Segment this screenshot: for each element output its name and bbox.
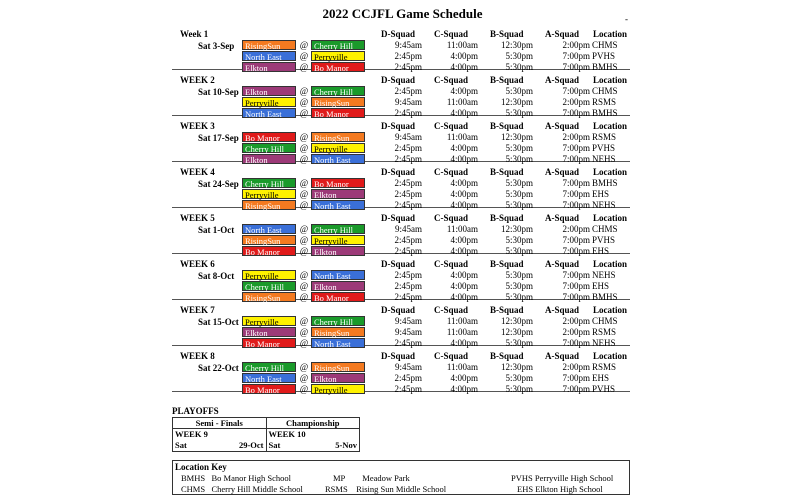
championship-date-cell	[267, 440, 360, 451]
header-c-squad: C-Squad	[434, 75, 469, 85]
a-squad-time: 7:00pm	[562, 270, 590, 280]
away-team: North East	[311, 270, 365, 280]
game-row	[172, 327, 630, 337]
header-location: Location	[593, 75, 628, 85]
header-d-squad: D-Squad	[381, 75, 416, 85]
at-symbol: @	[299, 189, 309, 199]
header-location: Location	[593, 167, 628, 177]
week-block	[172, 254, 630, 303]
key-item-bmhs: BMHS Bo Manor High School	[181, 473, 292, 483]
playoffs-section	[172, 406, 360, 452]
at-symbol: @	[299, 235, 309, 245]
game-date: Sat 10-Sep	[198, 87, 239, 97]
home-team: Bo Manor	[242, 338, 296, 348]
a-squad-time: 7:00pm	[562, 51, 590, 61]
header-a-squad: A-Squad	[545, 305, 580, 315]
home-team: North East	[242, 224, 296, 234]
semi-finals-date: 29-Oct	[238, 440, 264, 450]
header-location: Location	[593, 121, 628, 131]
home-team: Elkton	[242, 86, 296, 96]
game-row	[172, 224, 630, 234]
c-squad-time: 4:00pm	[450, 200, 478, 210]
key-item-mp: MP Meadow Park	[333, 473, 410, 483]
semi-finals-day: Sat	[175, 440, 187, 450]
d-squad-time: 2:45pm	[394, 235, 422, 245]
week-label: WEEK 8	[180, 351, 215, 361]
d-squad-time: 2:45pm	[394, 108, 422, 118]
game-location: RSMS	[592, 362, 617, 372]
a-squad-time: 7:00pm	[562, 154, 590, 164]
header-c-squad: C-Squad	[434, 351, 469, 361]
header-c-squad: C-Squad	[434, 29, 469, 39]
home-team: North East	[242, 108, 296, 118]
header-d-squad: D-Squad	[381, 29, 416, 39]
away-team: Cherry Hill	[311, 316, 365, 326]
d-squad-time: 2:45pm	[394, 86, 422, 96]
d-squad-time: 2:45pm	[394, 246, 422, 256]
at-symbol: @	[299, 292, 309, 302]
game-location: RSMS	[592, 327, 617, 337]
game-location: RSMS	[592, 132, 617, 142]
home-team: Elkton	[242, 62, 296, 72]
header-b-squad: B-Squad	[490, 75, 524, 85]
playoffs-title: PLAYOFFS	[172, 406, 219, 416]
a-squad-time: 7:00pm	[562, 373, 590, 383]
header-c-squad: C-Squad	[434, 213, 469, 223]
c-squad-time: 4:00pm	[450, 373, 478, 383]
week-label: WEEK 3	[180, 121, 215, 131]
away-team: RisingSun	[311, 132, 365, 142]
semi-finals-week: WEEK 9	[173, 429, 267, 440]
game-location: BMHS	[592, 178, 618, 188]
game-location: BMHS	[592, 108, 618, 118]
championship-header: Championship	[267, 418, 360, 429]
away-team: Elkton	[311, 281, 365, 291]
a-squad-time: 7:00pm	[562, 108, 590, 118]
c-squad-time: 11:00am	[446, 224, 478, 234]
week-label: WEEK 2	[180, 75, 215, 85]
game-row	[172, 270, 630, 280]
at-symbol: @	[299, 316, 309, 326]
game-row	[172, 178, 630, 188]
header-c-squad: C-Squad	[434, 121, 469, 131]
a-squad-time: 7:00pm	[562, 86, 590, 96]
c-squad-time: 4:00pm	[450, 154, 478, 164]
c-squad-time: 4:00pm	[450, 292, 478, 302]
home-team: Perryville	[242, 316, 296, 326]
c-squad-time: 4:00pm	[450, 86, 478, 96]
b-squad-time: 5:30pm	[505, 246, 533, 256]
c-squad-time: 11:00am	[446, 316, 478, 326]
game-location: BMHS	[592, 62, 618, 72]
away-team: Bo Manor	[311, 292, 365, 302]
header-a-squad: A-Squad	[545, 259, 580, 269]
home-team: Perryville	[242, 189, 296, 199]
b-squad-time: 12:30pm	[500, 362, 533, 372]
away-team: North East	[311, 200, 365, 210]
a-squad-time: 2:00pm	[562, 316, 590, 326]
d-squad-time: 2:45pm	[394, 292, 422, 302]
away-team: Cherry Hill	[311, 86, 365, 96]
d-squad-time: 2:45pm	[394, 281, 422, 291]
week-label: WEEK 4	[180, 167, 215, 177]
away-team: North East	[311, 338, 365, 348]
away-team: Bo Manor	[311, 62, 365, 72]
week-label: WEEK 5	[180, 213, 215, 223]
a-squad-time: 7:00pm	[562, 200, 590, 210]
home-team: Bo Manor	[242, 246, 296, 256]
d-squad-time: 2:45pm	[394, 338, 422, 348]
b-squad-time: 5:30pm	[505, 154, 533, 164]
away-team: Perryville	[311, 235, 365, 245]
away-team: Elkton	[311, 246, 365, 256]
header-d-squad: D-Squad	[381, 213, 416, 223]
at-symbol: @	[299, 178, 309, 188]
header-location: Location	[593, 213, 628, 223]
home-team: Cherry Hill	[242, 143, 296, 153]
game-row	[172, 40, 630, 50]
game-row	[172, 235, 630, 245]
b-squad-time: 12:30pm	[500, 132, 533, 142]
a-squad-time: 7:00pm	[562, 384, 590, 394]
d-squad-time: 2:45pm	[394, 200, 422, 210]
game-location: CHMS	[592, 224, 618, 234]
game-date: Sat 22-Oct	[198, 363, 239, 373]
d-squad-time: 2:45pm	[394, 373, 422, 383]
home-team: Cherry Hill	[242, 281, 296, 291]
away-team: Perryville	[311, 384, 365, 394]
d-squad-time: 2:45pm	[394, 154, 422, 164]
game-location: PVHS	[592, 51, 616, 61]
week-block	[172, 208, 630, 257]
game-location: NEHS	[592, 154, 616, 164]
at-symbol: @	[299, 51, 309, 61]
home-team: Perryville	[242, 270, 296, 280]
b-squad-time: 12:30pm	[500, 40, 533, 50]
week-block	[172, 346, 630, 395]
game-location: PVHS	[592, 143, 616, 153]
at-symbol: @	[299, 338, 309, 348]
b-squad-time: 5:30pm	[505, 292, 533, 302]
game-row	[172, 132, 630, 142]
c-squad-time: 4:00pm	[450, 338, 478, 348]
b-squad-time: 5:30pm	[505, 281, 533, 291]
d-squad-time: 2:45pm	[394, 384, 422, 394]
b-squad-time: 12:30pm	[500, 327, 533, 337]
d-squad-time: 9:45am	[395, 97, 422, 107]
game-row	[172, 281, 630, 291]
game-date: Sat 1-Oct	[198, 225, 235, 235]
stray-mark: -	[625, 14, 628, 24]
game-location: CHMS	[592, 316, 618, 326]
home-team: Perryville	[242, 97, 296, 107]
header-a-squad: A-Squad	[545, 29, 580, 39]
header-c-squad: C-Squad	[434, 259, 469, 269]
a-squad-time: 2:00pm	[562, 362, 590, 372]
b-squad-time: 5:30pm	[505, 235, 533, 245]
a-squad-time: 7:00pm	[562, 246, 590, 256]
a-squad-time: 7:00pm	[562, 189, 590, 199]
week-label: WEEK 7	[180, 305, 215, 315]
d-squad-time: 2:45pm	[394, 62, 422, 72]
at-symbol: @	[299, 132, 309, 142]
header-location: Location	[593, 29, 628, 39]
game-location: EHS	[592, 373, 610, 383]
away-team: Cherry Hill	[311, 224, 365, 234]
b-squad-time: 5:30pm	[505, 200, 533, 210]
home-team: Elkton	[242, 154, 296, 164]
header-c-squad: C-Squad	[434, 167, 469, 177]
header-a-squad: A-Squad	[545, 75, 580, 85]
header-c-squad: C-Squad	[434, 305, 469, 315]
d-squad-time: 9:45am	[395, 316, 422, 326]
home-team: North East	[242, 373, 296, 383]
semi-finals-date-cell	[173, 440, 267, 451]
header-b-squad: B-Squad	[490, 305, 524, 315]
c-squad-time: 4:00pm	[450, 246, 478, 256]
b-squad-time: 12:30pm	[500, 97, 533, 107]
game-row	[172, 373, 630, 383]
home-team: RisingSun	[242, 292, 296, 302]
at-symbol: @	[299, 40, 309, 50]
c-squad-time: 4:00pm	[450, 108, 478, 118]
b-squad-time: 5:30pm	[505, 373, 533, 383]
game-location: NEHS	[592, 270, 616, 280]
game-date: Sat 17-Sep	[198, 133, 239, 143]
game-row	[172, 51, 630, 61]
at-symbol: @	[299, 246, 309, 256]
week-block	[172, 162, 630, 211]
d-squad-time: 2:45pm	[394, 178, 422, 188]
home-team: Bo Manor	[242, 384, 296, 394]
header-a-squad: A-Squad	[545, 213, 580, 223]
b-squad-time: 5:30pm	[505, 143, 533, 153]
c-squad-time: 4:00pm	[450, 62, 478, 72]
game-row	[172, 384, 630, 394]
game-date: Sat 15-Oct	[198, 317, 239, 327]
game-location: PVHS	[592, 384, 616, 394]
c-squad-time: 4:00pm	[450, 235, 478, 245]
c-squad-time: 11:00am	[446, 40, 478, 50]
championship-date: 5-Nov	[335, 440, 357, 450]
game-row	[172, 362, 630, 372]
header-location: Location	[593, 351, 628, 361]
a-squad-time: 7:00pm	[562, 338, 590, 348]
game-location: PVHS	[592, 235, 616, 245]
b-squad-time: 5:30pm	[505, 338, 533, 348]
game-location: EHS	[592, 281, 610, 291]
a-squad-time: 7:00pm	[562, 178, 590, 188]
header-b-squad: B-Squad	[490, 259, 524, 269]
header-location: Location	[593, 305, 628, 315]
header-a-squad: A-Squad	[545, 167, 580, 177]
game-location: CHMS	[592, 86, 618, 96]
a-squad-time: 2:00pm	[562, 224, 590, 234]
game-row	[172, 86, 630, 96]
c-squad-time: 11:00am	[446, 362, 478, 372]
away-team: RisingSun	[311, 97, 365, 107]
d-squad-time: 9:45am	[395, 224, 422, 234]
game-location: NEHS	[592, 338, 616, 348]
b-squad-time: 5:30pm	[505, 51, 533, 61]
at-symbol: @	[299, 224, 309, 234]
header-b-squad: B-Squad	[490, 351, 524, 361]
a-squad-time: 7:00pm	[562, 62, 590, 72]
b-squad-time: 5:30pm	[505, 108, 533, 118]
game-location: RSMS	[592, 97, 617, 107]
at-symbol: @	[299, 373, 309, 383]
header-location: Location	[593, 259, 628, 269]
c-squad-time: 4:00pm	[450, 270, 478, 280]
a-squad-time: 7:00pm	[562, 281, 590, 291]
b-squad-time: 5:30pm	[505, 62, 533, 72]
header-d-squad: D-Squad	[381, 167, 416, 177]
a-squad-time: 7:00pm	[562, 235, 590, 245]
game-location: EHS	[592, 189, 610, 199]
game-date: Sat 24-Sep	[198, 179, 239, 189]
at-symbol: @	[299, 362, 309, 372]
a-squad-time: 7:00pm	[562, 143, 590, 153]
away-team: Bo Manor	[311, 108, 365, 118]
d-squad-time: 9:45am	[395, 40, 422, 50]
header-d-squad: D-Squad	[381, 351, 416, 361]
b-squad-time: 12:30pm	[500, 316, 533, 326]
a-squad-time: 2:00pm	[562, 97, 590, 107]
championship-week: WEEK 10	[268, 429, 306, 439]
location-key-title: Location Key	[175, 462, 227, 472]
d-squad-time: 9:45am	[395, 362, 422, 372]
at-symbol: @	[299, 108, 309, 118]
game-location: BMHS	[592, 292, 618, 302]
away-team: Bo Manor	[311, 178, 365, 188]
location-key	[172, 460, 630, 495]
at-symbol: @	[299, 154, 309, 164]
at-symbol: @	[299, 281, 309, 291]
week-block	[172, 116, 630, 165]
header-b-squad: B-Squad	[490, 29, 524, 39]
d-squad-time: 2:45pm	[394, 143, 422, 153]
header-d-squad: D-Squad	[381, 121, 416, 131]
home-team: Bo Manor	[242, 132, 296, 142]
key-item-chms: CHMS Cherry Hill Middle School	[181, 484, 303, 494]
away-team: Perryville	[311, 143, 365, 153]
away-team: North East	[311, 154, 365, 164]
home-team: RisingSun	[242, 40, 296, 50]
game-date: Sat 8-Oct	[198, 271, 235, 281]
game-row	[172, 316, 630, 326]
away-team: Cherry Hill	[311, 40, 365, 50]
at-symbol: @	[299, 143, 309, 153]
b-squad-time: 5:30pm	[505, 384, 533, 394]
at-symbol: @	[299, 327, 309, 337]
at-symbol: @	[299, 97, 309, 107]
a-squad-time: 7:00pm	[562, 292, 590, 302]
d-squad-time: 2:45pm	[394, 189, 422, 199]
home-team: Cherry Hill	[242, 362, 296, 372]
d-squad-time: 2:45pm	[394, 270, 422, 280]
home-team: Elkton	[242, 327, 296, 337]
playoffs-table	[172, 417, 360, 452]
week-block	[172, 70, 630, 119]
home-team: Cherry Hill	[242, 178, 296, 188]
week-label: WEEK 6	[180, 259, 215, 269]
a-squad-time: 2:00pm	[562, 327, 590, 337]
a-squad-time: 2:00pm	[562, 132, 590, 142]
b-squad-time: 5:30pm	[505, 270, 533, 280]
away-team: RisingSun	[311, 362, 365, 372]
c-squad-time: 4:00pm	[450, 51, 478, 61]
key-item-pvhs: PVHS Perryville High School	[511, 473, 614, 483]
b-squad-time: 5:30pm	[505, 86, 533, 96]
c-squad-time: 4:00pm	[450, 143, 478, 153]
b-squad-time: 5:30pm	[505, 189, 533, 199]
schedule-table	[172, 24, 630, 395]
game-location: EHS	[592, 246, 610, 256]
header-b-squad: B-Squad	[490, 167, 524, 177]
away-team: Perryville	[311, 51, 365, 61]
header-a-squad: A-Squad	[545, 351, 580, 361]
game-row	[172, 97, 630, 107]
a-squad-time: 2:00pm	[562, 40, 590, 50]
header-b-squad: B-Squad	[490, 121, 524, 131]
c-squad-time: 11:00am	[446, 327, 478, 337]
b-squad-time: 12:30pm	[500, 224, 533, 234]
championship-day: Sat	[268, 440, 281, 450]
key-item-rsms: RSMS Rising Sun Middle School	[325, 484, 447, 494]
at-symbol: @	[299, 86, 309, 96]
week-label: Week 1	[180, 29, 209, 39]
d-squad-time: 2:45pm	[394, 51, 422, 61]
c-squad-time: 4:00pm	[450, 189, 478, 199]
c-squad-time: 11:00am	[446, 97, 478, 107]
header-b-squad: B-Squad	[490, 213, 524, 223]
at-symbol: @	[299, 270, 309, 280]
c-squad-time: 11:00am	[446, 132, 478, 142]
header-d-squad: D-Squad	[381, 305, 416, 315]
page-title: 2022 CCJFL Game Schedule	[322, 6, 483, 21]
d-squad-time: 9:45am	[395, 132, 422, 142]
header-a-squad: A-Squad	[545, 121, 580, 131]
at-symbol: @	[299, 200, 309, 210]
c-squad-time: 4:00pm	[450, 384, 478, 394]
game-location: NEHS	[592, 200, 616, 210]
away-team: RisingSun	[311, 327, 365, 337]
at-symbol: @	[299, 62, 309, 72]
key-item-ehs: EHS Elkton High School	[517, 484, 603, 494]
game-row	[172, 189, 630, 199]
c-squad-time: 4:00pm	[450, 178, 478, 188]
semi-finals-header: Semi - Finals	[173, 418, 267, 429]
away-team: Elkton	[311, 189, 365, 199]
week-block	[172, 300, 630, 349]
c-squad-time: 4:00pm	[450, 281, 478, 291]
game-date: Sat 3-Sep	[198, 41, 235, 51]
home-team: North East	[242, 51, 296, 61]
at-symbol: @	[299, 384, 309, 394]
game-row	[172, 143, 630, 153]
week-block	[172, 24, 630, 73]
game-location: CHMS	[592, 40, 618, 50]
home-team: RisingSun	[242, 200, 296, 210]
b-squad-time: 5:30pm	[505, 178, 533, 188]
away-team: Elkton	[311, 373, 365, 383]
d-squad-time: 9:45am	[395, 327, 422, 337]
header-d-squad: D-Squad	[381, 259, 416, 269]
home-team: RisingSun	[242, 235, 296, 245]
